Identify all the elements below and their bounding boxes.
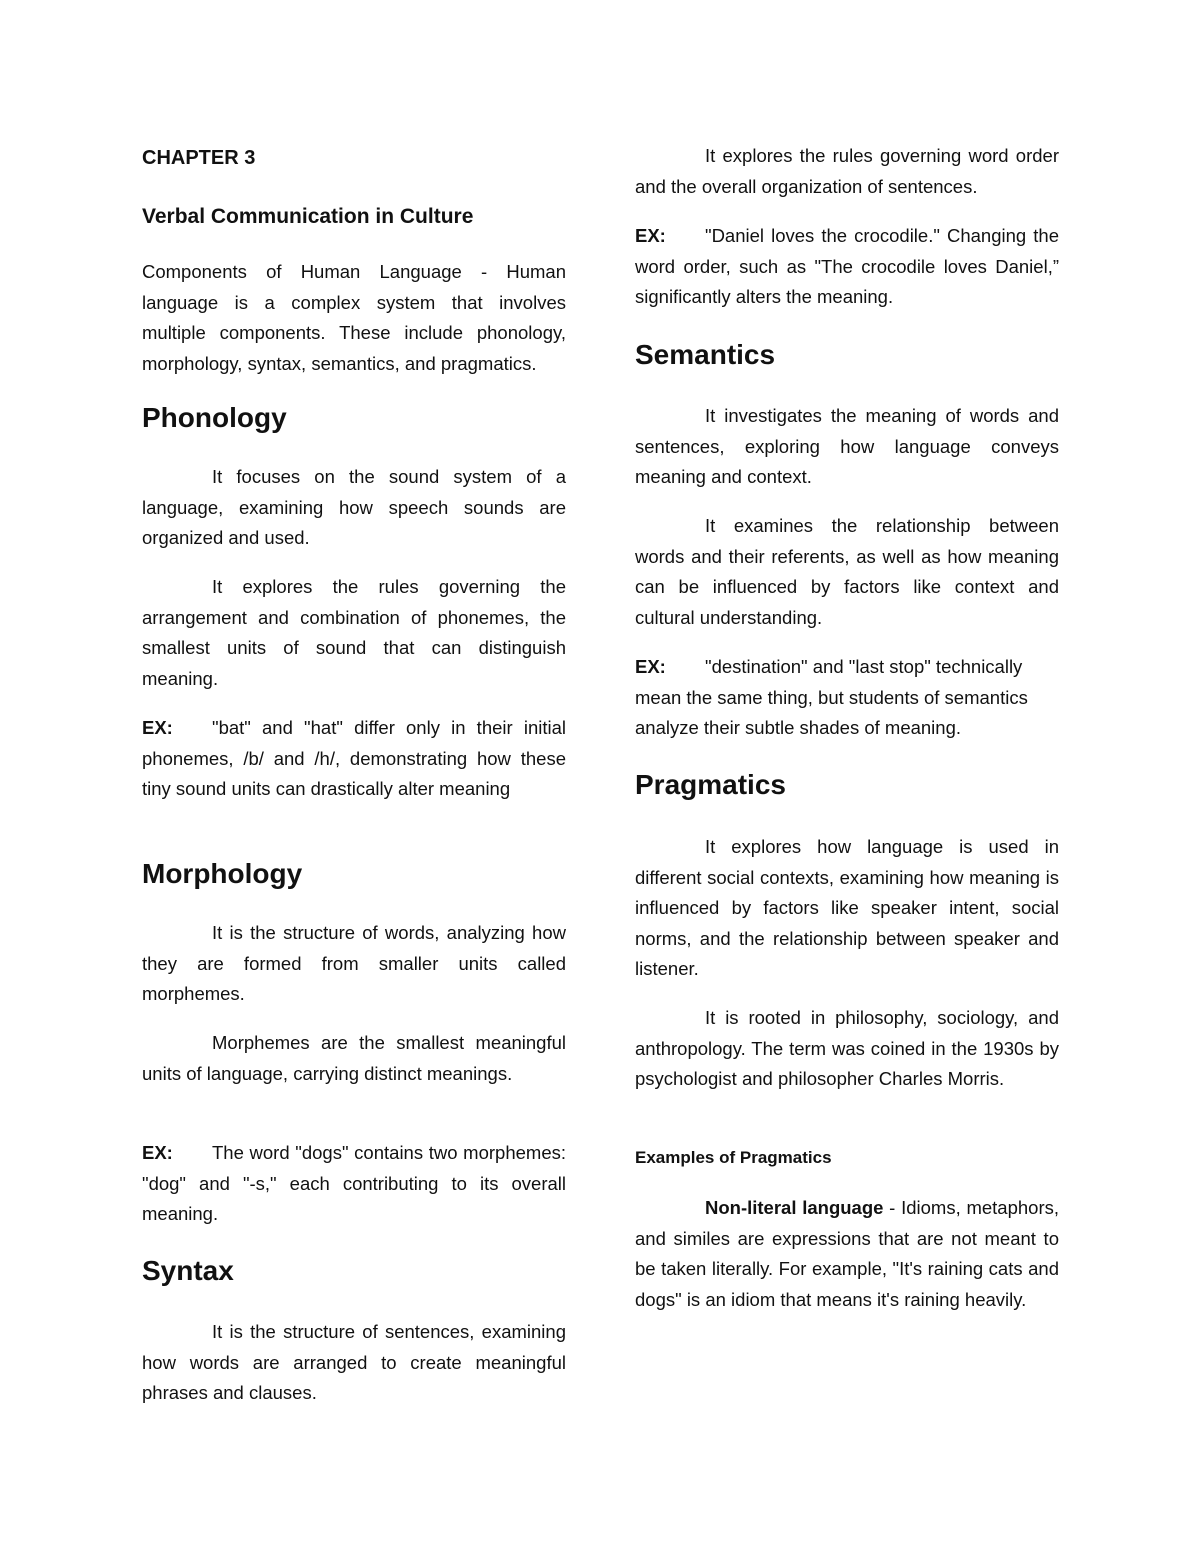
semantics-heading: Semantics <box>635 339 776 370</box>
nonliteral-language-paragraph <box>635 1193 1059 1315</box>
morphology-example <box>142 1138 566 1230</box>
example-text: "Daniel loves the crocodile." Changing the word order, such as "The crocodile loves Daniel,” significantly alters the meaning. <box>635 225 1059 307</box>
syntax-paragraph-1: It is the structure of sentences, examining how words are arranged to create meaningful phrases and clauses. <box>142 1321 566 1403</box>
semantics-paragraph-2: It examines the relationship between words and their referents, as well as how meaning can be influenced by factors like context and cultural understanding. <box>635 515 1059 628</box>
syntax-example <box>635 221 1059 313</box>
semantics-example <box>635 652 1059 744</box>
morphology-paragraph-2: Morphemes are the smallest meaningful units of language, carrying distinct meanings. <box>142 1032 566 1084</box>
semantics-paragraph-1: It investigates the meaning of words and sentences, exploring how language conveys meaning and context. <box>635 405 1059 487</box>
example-text: "destination" and "last stop" technically mean the same thing, but students of semantics analyze their subtle shades of meaning. <box>635 656 1028 738</box>
example-label: EX: <box>635 225 666 246</box>
phonology-example <box>142 713 566 805</box>
intro-paragraph: Components of Human Language - Human language is a complex system that involves multiple components. These include phonology, morphology, syntax, semantics, and pragmatics. <box>142 261 566 374</box>
example-text: The word "dogs" contains two morphemes: "dog" and "-s," each contributing to its overall meaning. <box>142 1142 566 1224</box>
pragmatics-heading: Pragmatics <box>635 769 786 800</box>
syntax-heading: Syntax <box>142 1255 234 1286</box>
examples-of-pragmatics-heading: Examples of Pragmatics <box>635 1148 832 1167</box>
morphology-heading: Morphology <box>142 858 303 889</box>
example-label: EX: <box>142 717 173 738</box>
syntax-paragraph-2: It explores the rules governing word order and the overall organization of sentences. <box>635 145 1059 197</box>
pragmatics-paragraph-1: It explores how language is used in different social contexts, examining how meaning is influenced by factors like speaker intent, social norms, and the relationship between speaker and listener. <box>635 836 1059 979</box>
example-text: "bat" and "hat" differ only in their initial phonemes, /b/ and /h/, demonstrating how these tiny sound units can drastically alter meaning <box>142 717 566 799</box>
document-subtitle: Verbal Communication in Culture <box>142 205 474 228</box>
example-label: EX: <box>142 1142 173 1163</box>
chapter-title: CHAPTER 3 <box>142 147 256 169</box>
nonliteral-language-term: Non-literal language <box>705 1197 884 1218</box>
nonliteral-language-text: - Idioms, metaphors, and similes are expressions that are not meant to be taken literally. For example, "It's raining cats and dogs" is an idiom that means it's raining heavily. <box>635 1197 1059 1310</box>
phonology-heading: Phonology <box>142 402 287 433</box>
phonology-paragraph-1: It focuses on the sound system of a language, examining how speech sounds are organized and used. <box>142 466 566 548</box>
example-label: EX: <box>635 656 666 677</box>
pragmatics-paragraph-2: It is rooted in philosophy, sociology, and anthropology. The term was coined in the 1930s by psychologist and philosopher Charles Morris. <box>635 1007 1059 1089</box>
phonology-paragraph-2: It explores the rules governing the arrangement and combination of phonemes, the smallest units of sound that can distinguish meaning. <box>142 576 566 689</box>
morphology-paragraph-1: It is the structure of words, analyzing how they are formed from smaller units called morphemes. <box>142 922 566 1004</box>
